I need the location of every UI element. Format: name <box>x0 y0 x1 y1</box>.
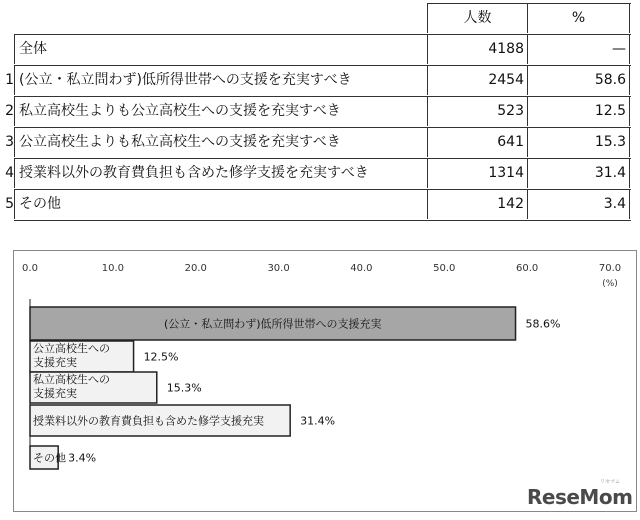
table-bottom-border <box>14 220 631 221</box>
table-row <box>0 189 636 220</box>
row-label: 公立高校生よりも私立高校生への支援を充実すべき <box>14 127 427 157</box>
x-tick-label: 0.0 <box>22 263 38 274</box>
row-count: 142 <box>427 189 527 219</box>
row-label: 授業料以外の教育費負担も含めた修学支援を充実すべき <box>14 158 427 188</box>
row-percent: — <box>527 34 630 64</box>
row-count: 523 <box>427 96 527 126</box>
row-label: (公立・私立問わず)低所得世帯への支援を充実すべき <box>14 65 427 95</box>
x-axis-unit: (%) <box>602 279 618 289</box>
row-number: 1 <box>5 72 14 88</box>
row-percent: 12.5 <box>527 96 630 126</box>
bar-value-label: 15.3% <box>166 381 202 395</box>
row-percent: 58.6 <box>527 65 630 95</box>
table-row <box>0 158 636 189</box>
bar-category-label: (公立・私立問わず)低所得世帯への支援充実 <box>163 317 382 331</box>
table-top-border <box>427 3 631 4</box>
table-header-row <box>0 3 636 34</box>
row-label: 私立高校生よりも公立高校生への支援を充実すべき <box>14 96 427 126</box>
resemom-logo: ReseMom <box>527 485 633 509</box>
x-tick-label: 70.0 <box>598 263 622 274</box>
header-count: 人数 <box>427 3 527 33</box>
row-number: 5 <box>5 196 14 212</box>
row-count: 641 <box>427 127 527 157</box>
bar-chart <box>13 250 637 512</box>
table-row <box>0 127 636 158</box>
x-tick-label: 40.0 <box>350 263 373 274</box>
row-count: 4188 <box>427 34 527 64</box>
bar-category-label: 公立高校生への <box>33 342 110 355</box>
x-tick-label: 10.0 <box>101 263 124 274</box>
row-number: 2 <box>5 103 14 119</box>
bar-category-label: 支援充実 <box>33 387 77 400</box>
row-percent: 3.4 <box>527 189 630 219</box>
row-number: 4 <box>5 165 14 181</box>
bar-chart-svg <box>14 251 638 513</box>
x-tick-label: 60.0 <box>516 263 539 274</box>
row-percent: 31.4 <box>527 158 630 188</box>
bar-value-label: 3.4% <box>68 451 97 465</box>
x-tick-label: 20.0 <box>184 263 207 274</box>
row-percent: 15.3 <box>527 127 630 157</box>
row-label: 全体 <box>14 34 427 64</box>
resemom-logo-sub: リセマム <box>600 479 620 485</box>
x-tick-label: 50.0 <box>433 263 456 274</box>
bar-value-label: 31.4% <box>300 414 336 428</box>
bar-value-label: 12.5% <box>143 350 179 364</box>
table-row <box>0 34 636 65</box>
header-percent: % <box>527 3 630 33</box>
bar-value-label: 58.6% <box>525 317 561 331</box>
table-row <box>0 96 636 127</box>
row-label: その他 <box>14 189 427 219</box>
x-tick-label: 30.0 <box>267 263 290 274</box>
row-number: 3 <box>5 134 14 150</box>
row-count: 2454 <box>427 65 527 95</box>
bar-category-label: 授業料以外の教育費負担も含めた修学支援充実 <box>33 414 264 428</box>
bar-category-label: その他 <box>33 451 66 465</box>
bar-category-label: 支援充実 <box>33 356 77 369</box>
table-row <box>0 65 636 96</box>
row-count: 1314 <box>427 158 527 188</box>
bar-category-label: 私立高校生への <box>33 373 110 386</box>
